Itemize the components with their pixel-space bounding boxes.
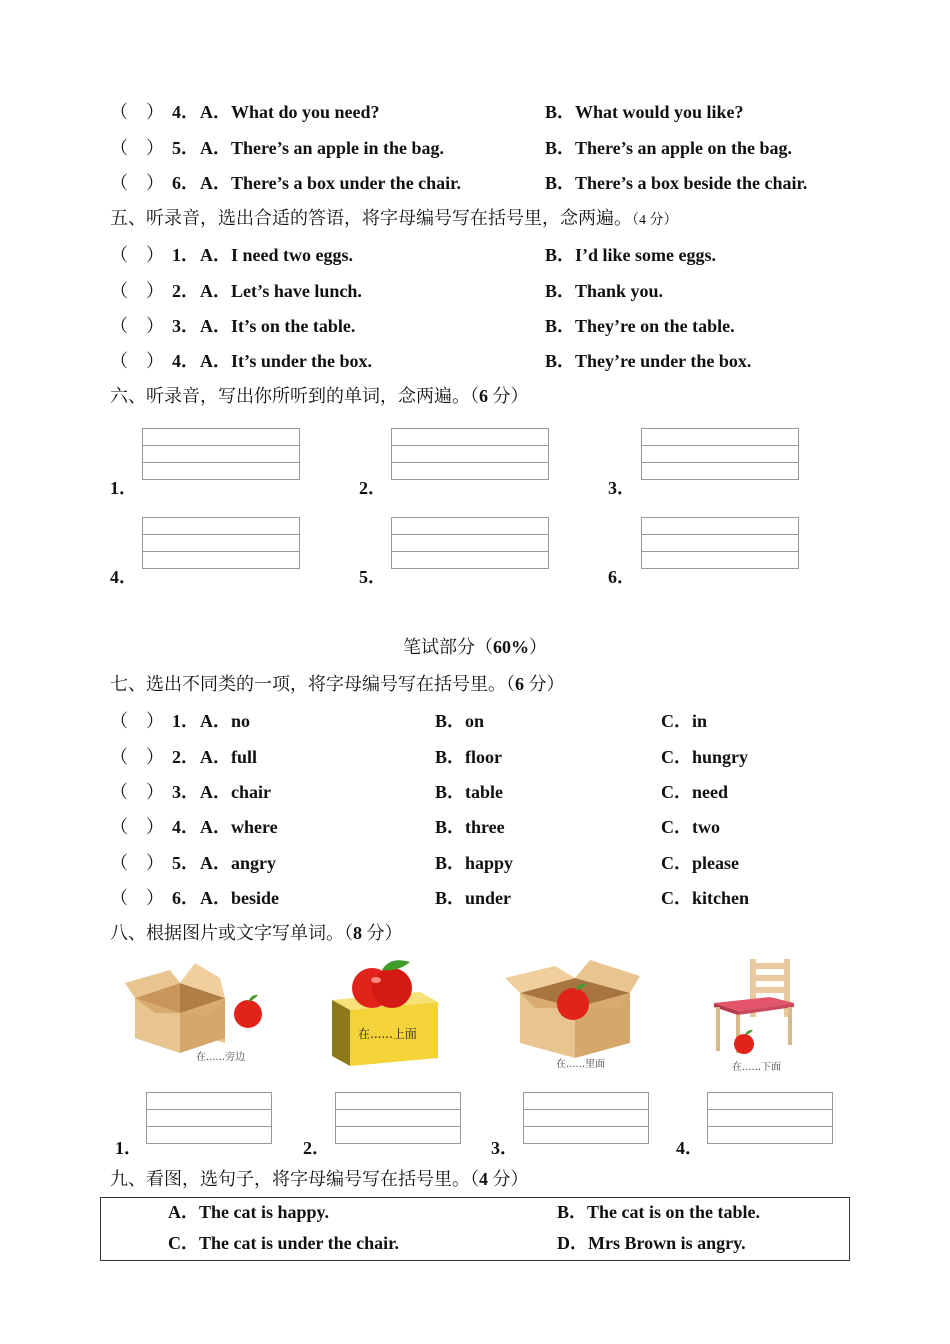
option-b: B．under (435, 888, 512, 908)
answer-blank[interactable]: （ ） (110, 711, 164, 731)
writing-lines[interactable] (142, 428, 300, 480)
question-row (110, 778, 271, 804)
option-b: B．The cat is on the table. (557, 1202, 761, 1222)
answer-blank[interactable]: （ ） (110, 245, 164, 265)
blank-number: 1． (110, 478, 137, 498)
option-b: B．on (435, 711, 485, 731)
title-close: ） (529, 637, 547, 657)
section-heading-8 (110, 919, 403, 945)
answer-blank[interactable]: （ ） (110, 747, 164, 767)
option-a: A．I need two eggs. (200, 245, 353, 265)
question-number: 5． (172, 853, 199, 873)
question-row (110, 241, 353, 267)
question-row (110, 743, 258, 769)
option-a: A．Let’s have lunch. (200, 281, 362, 301)
score-suffix: 分） (524, 674, 565, 694)
blank-number: 2． (359, 478, 386, 498)
writing-lines[interactable] (146, 1092, 272, 1144)
question-number: 2． (172, 281, 199, 301)
question-row (110, 134, 445, 160)
option-b: B．floor (435, 747, 502, 767)
apple-in-box-picture (505, 958, 650, 1063)
heading-text: 九、看图，选句子，将字母编号写在括号里。（ (110, 1169, 479, 1189)
option-d: D．Mrs Brown is angry. (557, 1233, 746, 1253)
picture-caption: 在......上面 (358, 1027, 417, 1041)
section-heading-5 (110, 204, 678, 230)
score: 6 (515, 674, 524, 694)
writing-lines[interactable] (391, 517, 549, 569)
option-b: B．table (435, 782, 504, 802)
score-suffix: 分） (488, 386, 529, 406)
blank-number: 3． (608, 478, 635, 498)
question-number: 1． (172, 245, 199, 265)
section-heading-9 (110, 1165, 529, 1191)
answer-blank[interactable]: （ ） (110, 782, 164, 802)
answer-blank[interactable]: （ ） (110, 817, 164, 837)
blank-number: 6． (608, 567, 635, 587)
answer-blank[interactable]: （ ） (110, 316, 164, 336)
option-c: C．in (661, 711, 708, 731)
blank-number: 3． (491, 1138, 518, 1158)
question-number: 6． (172, 888, 199, 908)
option-a: A．There’s a box under the chair. (200, 173, 462, 193)
option-a: A．chair (200, 782, 271, 802)
heading-text: 六、听录音，写出你所听到的单词，念两遍。（ (110, 386, 479, 406)
picture-caption: 在......下面 (732, 1062, 782, 1073)
score: 8 (353, 923, 362, 943)
title-label: 笔试部分（ (403, 637, 493, 657)
question-number: 6． (172, 173, 199, 193)
answer-blank[interactable]: （ ） (110, 351, 164, 371)
question-number: 1． (172, 711, 199, 731)
option-a: A．angry (200, 853, 276, 873)
answer-blank[interactable]: （ ） (110, 853, 164, 873)
option-c: C．hungry (661, 747, 749, 767)
question-number: 3． (172, 316, 199, 336)
writing-lines[interactable] (335, 1092, 461, 1144)
heading-text: 五、听录音，选出合适的答语，将字母编号写在括号里，念两遍。 (110, 208, 632, 228)
option-c: C．please (661, 853, 739, 873)
heading-text: 八、根据图片或文字写单词。（ (110, 923, 353, 943)
score-suffix: 分） (488, 1169, 529, 1189)
writing-lines[interactable] (391, 428, 549, 480)
question-row (110, 849, 276, 875)
apple-under-chair-picture (710, 955, 800, 1055)
option-a: A．where (200, 817, 278, 837)
option-b: B．They’re under the box. (545, 351, 752, 371)
question-row (110, 347, 373, 373)
section-heading-7 (110, 670, 565, 696)
option-b: B．happy (435, 853, 514, 873)
question-row (110, 884, 280, 910)
question-row (110, 98, 380, 124)
option-b: B．three (435, 817, 505, 837)
score: 6 (479, 386, 488, 406)
option-a: A．The cat is happy. (168, 1202, 330, 1222)
option-b: B．There’s an apple on the bag. (545, 138, 793, 158)
option-a: A．What do you need? (200, 102, 380, 122)
writing-lines[interactable] (523, 1092, 649, 1144)
written-part-title (0, 633, 950, 659)
option-c: C．two (661, 817, 720, 837)
option-a: A．full (200, 747, 258, 767)
option-a: A．It’s on the table. (200, 316, 356, 336)
option-c: C．need (661, 782, 728, 802)
blank-number: 4． (110, 567, 137, 587)
option-b: B．What would you like? (545, 102, 744, 122)
question-row (110, 277, 362, 303)
score: （4 分） (632, 213, 678, 228)
writing-lines[interactable] (641, 517, 799, 569)
blank-number: 2． (303, 1138, 330, 1158)
picture-caption: 在......里面 (556, 1059, 606, 1070)
blank-number: 1． (115, 1138, 142, 1158)
title-percent: 60% (493, 637, 529, 657)
question-number: 4． (172, 817, 199, 837)
blank-number: 5． (359, 567, 386, 587)
question-row (110, 707, 251, 733)
option-b: B．I’d like some eggs. (545, 245, 716, 265)
question-row (110, 169, 462, 195)
option-b: B．Thank you. (545, 281, 664, 301)
picture-caption: 在......旁边 (196, 1052, 246, 1063)
option-a: A．beside (200, 888, 280, 908)
score: 4 (479, 1169, 488, 1189)
writing-lines[interactable] (641, 428, 799, 480)
answer-blank[interactable]: （ ） (110, 888, 164, 908)
option-b: B．They’re on the table. (545, 316, 735, 336)
option-a: A．no (200, 711, 251, 731)
blank-number: 4． (676, 1138, 703, 1158)
writing-lines[interactable] (707, 1092, 833, 1144)
answer-blank[interactable]: （ ） (110, 173, 164, 193)
option-c: C．The cat is under the chair. (168, 1233, 400, 1253)
option-b: B．There’s a box beside the chair. (545, 173, 808, 193)
question-number: 2． (172, 747, 199, 767)
question-number: 5． (172, 138, 199, 158)
writing-lines[interactable] (142, 517, 300, 569)
option-a: A．There’s an apple in the bag. (200, 138, 445, 158)
answer-blank[interactable]: （ ） (110, 102, 164, 122)
apple-on-box-picture (330, 958, 440, 1068)
question-row (110, 813, 278, 839)
question-number: 4． (172, 351, 199, 371)
option-a: A．It’s under the box. (200, 351, 373, 371)
option-c: C．kitchen (661, 888, 750, 908)
question-row (110, 312, 356, 338)
section-heading-6 (110, 382, 529, 408)
heading-text: 七、选出不同类的一项，将字母编号写在括号里。（ (110, 674, 515, 694)
score-suffix: 分） (362, 923, 403, 943)
answer-blank[interactable]: （ ） (110, 281, 164, 301)
question-number: 3． (172, 782, 199, 802)
question-number: 4． (172, 102, 199, 122)
answer-blank[interactable]: （ ） (110, 138, 164, 158)
